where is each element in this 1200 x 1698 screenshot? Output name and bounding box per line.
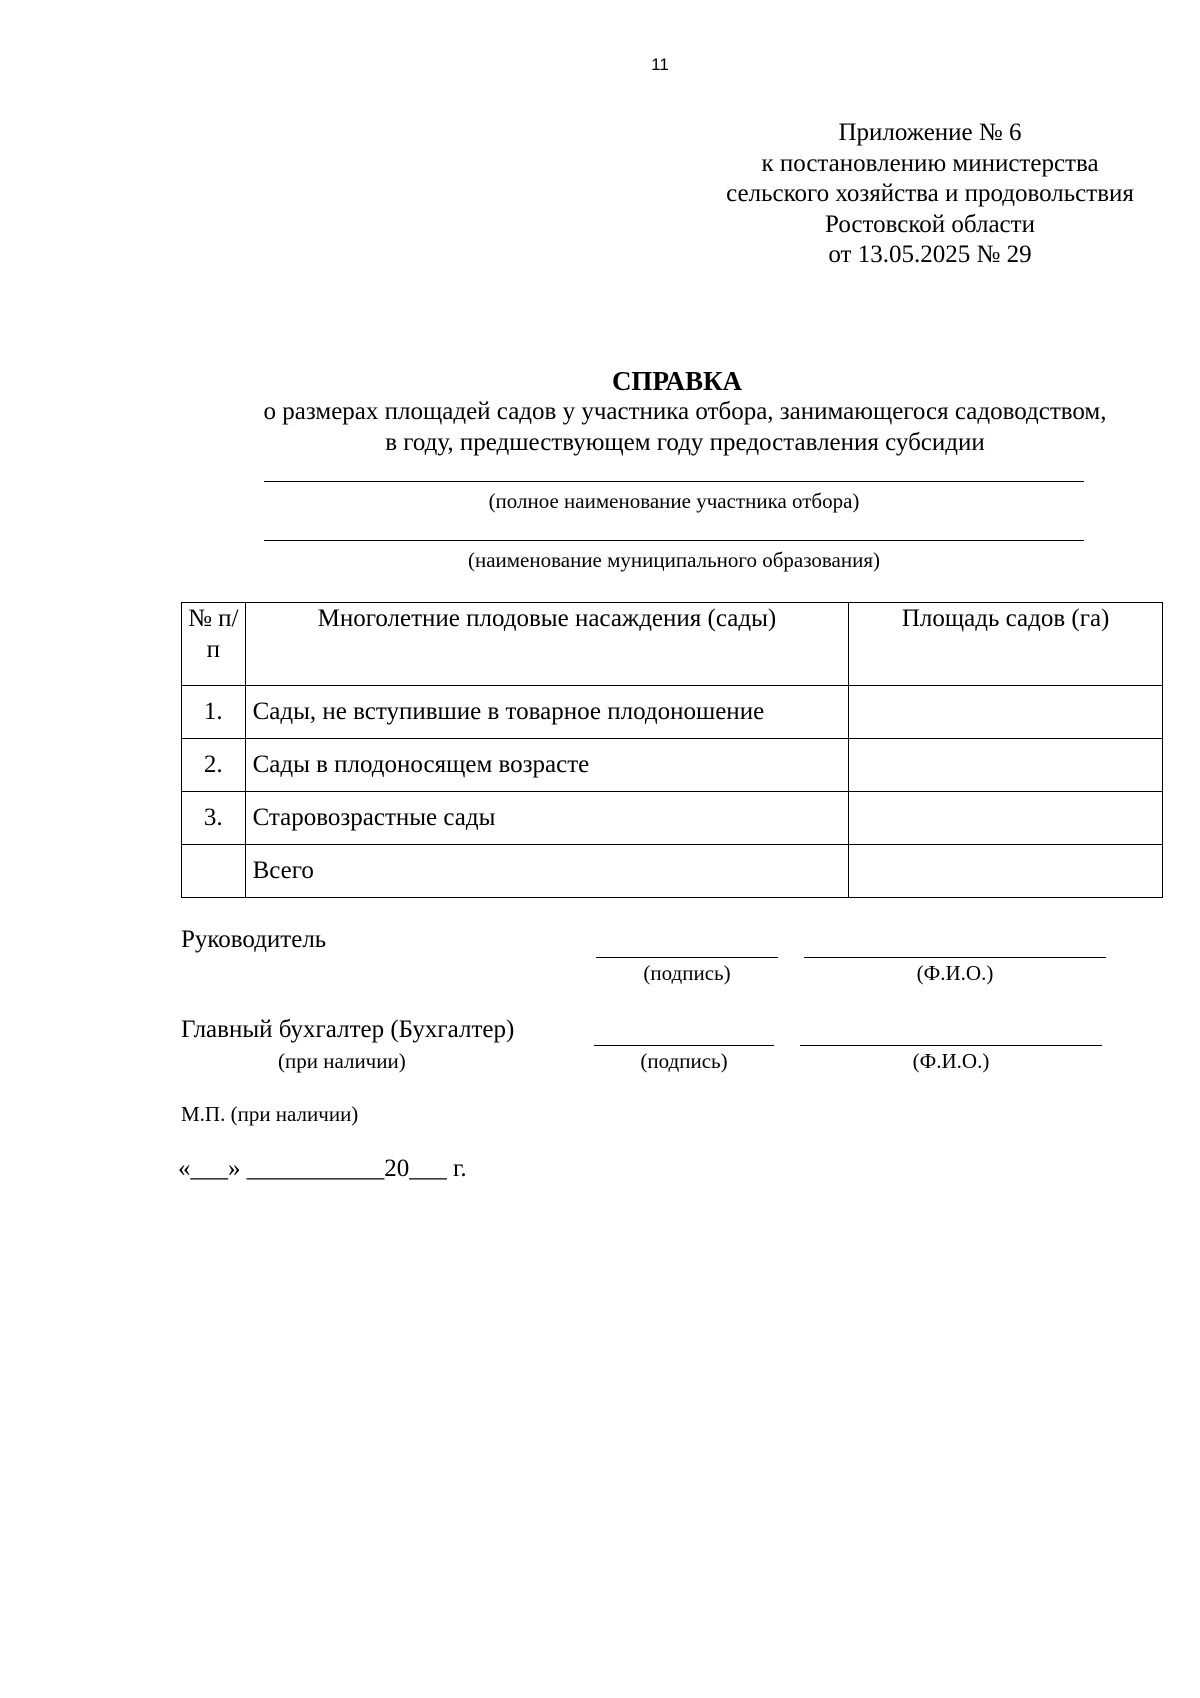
- appendix-header: [680, 118, 1180, 271]
- chief-accountant-label: Главный бухгалтер (Бухгалтер): [181, 1016, 515, 1043]
- date-line[interactable]: «___» ___________20___ г.: [178, 1155, 467, 1182]
- row-name: Всего: [245, 845, 849, 898]
- page-number: 11: [651, 55, 669, 74]
- row-area-cell[interactable]: [849, 739, 1163, 792]
- header-num: № п/п: [182, 603, 246, 686]
- stamp-label: М.П. (при наличии): [181, 1102, 359, 1126]
- row-name: Сады, не вступившие в товарное плодоношение: [245, 686, 849, 739]
- accountant-signature-caption: (подпись): [640, 1049, 728, 1073]
- document-title: СПРАВКА: [611, 366, 743, 396]
- participant-caption: (полное наименование участника отбора): [488, 489, 860, 513]
- row-area-cell[interactable]: [849, 845, 1163, 898]
- row-name: Старовозрастные сады: [245, 792, 849, 845]
- gardens-table: [181, 602, 1163, 898]
- row-area-cell[interactable]: [849, 792, 1163, 845]
- table-row: [182, 792, 1163, 845]
- participant-name-line[interactable]: [264, 481, 1084, 482]
- municipality-caption: (наименование муниципального образования): [467, 548, 881, 572]
- appendix-line-1: Приложение № 6: [838, 119, 1022, 146]
- row-area-cell[interactable]: [849, 686, 1163, 739]
- head-signature-line[interactable]: [596, 957, 778, 958]
- row-num: 1.: [182, 686, 246, 739]
- row-num: 3.: [182, 792, 246, 845]
- municipality-name-line[interactable]: [264, 540, 1084, 541]
- header-area: Площадь садов (га): [849, 603, 1163, 686]
- table-row: [182, 686, 1163, 739]
- table-row-total: [182, 845, 1163, 898]
- row-num: 2.: [182, 739, 246, 792]
- row-num: [182, 845, 246, 898]
- subtitle-line-1: о размерах площадей садов у участника отбора, занимающегося садоводством,: [263, 398, 1107, 425]
- appendix-line-4: Ростовской области: [825, 210, 1035, 238]
- head-fio-caption: (Ф.И.О.): [916, 961, 994, 985]
- row-name: Сады в плодоносящем возрасте: [245, 739, 849, 792]
- appendix-line-5: от 13.05.2025 № 29: [828, 241, 1032, 268]
- accountant-fio-caption: (Ф.И.О.): [912, 1049, 990, 1073]
- header-name: Многолетние плодовые насаждения (сады): [245, 603, 849, 686]
- accountant-signature-line[interactable]: [594, 1045, 774, 1046]
- table-row: [182, 739, 1163, 792]
- document-subtitle: [180, 397, 1190, 458]
- appendix-line-2: к постановлению министерства: [761, 149, 1099, 177]
- accountant-fio-line[interactable]: [800, 1045, 1102, 1046]
- head-label: Руководитель: [181, 926, 327, 953]
- table-header-row: [182, 603, 1163, 686]
- chief-accountant-note: (при наличии): [278, 1049, 406, 1073]
- appendix-line-3: сельского хозяйства и продовольствия: [726, 180, 1134, 207]
- head-fio-line[interactable]: [804, 957, 1106, 958]
- subtitle-line-2: в году, предшествующем году предоставления субсидии: [385, 428, 985, 456]
- head-signature-caption: (подпись): [643, 961, 731, 985]
